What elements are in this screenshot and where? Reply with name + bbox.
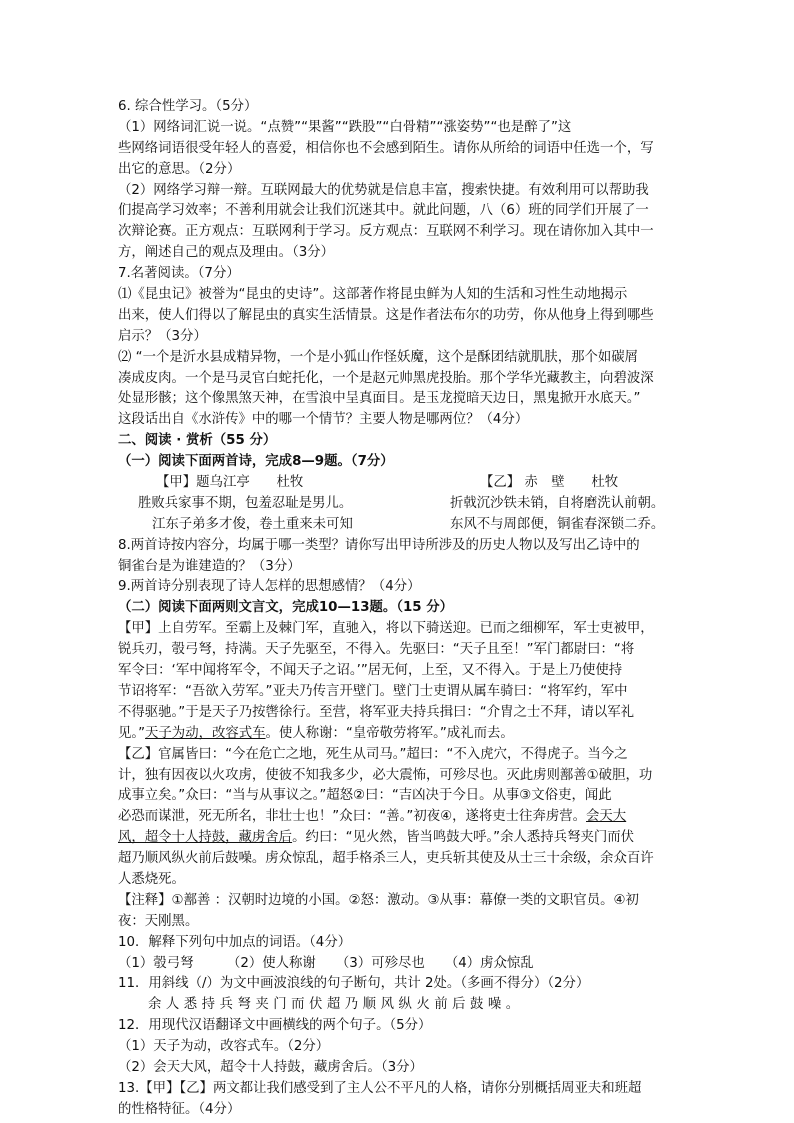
passage-a-line6-start: 见。”: [118, 725, 146, 741]
question-10: 10．解释下列句中加点的词语。（4分）: [118, 934, 352, 950]
q6-part1-line2: 些网络词语很受年轻人的喜爱，相信你也不会感到陌生。请你从所给的词语中任选一个，写: [118, 140, 654, 156]
question-9: 9.两首诗分别表现了诗人怎样的思想感情？（4分）: [118, 579, 421, 595]
subsection-2-heading: （二）阅读下面两则文言文，完成10—13题。（15 分）: [118, 600, 454, 616]
question-13-line2: 的性格特征。（4分）: [118, 1101, 241, 1117]
question-13-line1: 13.【甲】【乙】两文都让我们感受到了主人公不平凡的人格，请你分别概括周亚夫和班超: [118, 1080, 642, 1096]
passage-b-line5-end: 。约曰：“见火然，皆当鸣鼓大呼。”余人悉持兵弩夹门而伏: [292, 830, 635, 846]
q6-part1-line1: （1）网络词汇说一说。“点赞”“果酱”“跌股”“白骨精”“涨姿势”“也是醉了”这: [118, 119, 572, 135]
poem-b-line1: 折戟沉沙铁未销，自将磨洗认前朝。: [450, 495, 665, 511]
passage-b-line7: 人悉烧死。: [118, 871, 185, 887]
q7-part1-line3: 启示？（3分）: [118, 328, 207, 344]
q7-part2-line3: 处显形骸；这个像黑煞天神，在雪浪中呈真面目。是玉龙搅暗天边日，黑鬼掀开水底天。”: [118, 391, 641, 407]
passage-a-line2: 锐兵刃，彀弓弩，持满。天子先驱至，不得入。先驱曰：“天子且至！”军门都尉曰：“将: [118, 642, 635, 658]
q7-part2-line4: 这段话出自《水浒传》中的哪一个情节？主要人物是哪两位？（4分）: [118, 412, 529, 428]
passage-a-line5: 不得驱驰。”于是天子乃按辔徐行。至营，将军亚夫持兵揖曰：“介胄之士不拜，请以军礼: [118, 704, 635, 720]
underlined-sentence-1: 天子为动，改容式车: [145, 725, 266, 741]
passage-a-line6-end: 。使人称谢：“皇帝敬劳将军。”成礼而去。: [265, 725, 514, 741]
passage-a-line3: 军令曰：‘军中闻将军令，不闻天子之诏。’”居无何，上至，又不得入。于是上乃使使持: [118, 663, 623, 679]
q6-part2-line2: 们提高学习效率；不善利用就会让我们沉迷其中。就此问题，八（6）班的同学们开展了一: [118, 203, 649, 219]
passage-b-line5: [118, 828, 678, 849]
question-8-line1: 8.两首诗按内容分，均属于哪一类型？请你写出甲诗所涉及的历史人物以及写出乙诗中的: [118, 537, 640, 553]
q7-part2-line1: ⑵ “一个是沂水县成精异物，一个是小狐山作怪妖魔，这个是酥团结就肌肤，那个如碳屑: [118, 349, 639, 365]
question-12-item2: （2）会天大风，超令十人持鼓，藏虏舍后。（3分）: [118, 1059, 423, 1075]
question-12: 12．用现代汉语翻译文中画横线的两个句子。（5分）: [118, 1018, 432, 1034]
underlined-sentence-2-part1: 会天大: [586, 809, 627, 825]
passage-a-line6: [118, 724, 678, 745]
q6-part2-line4: 方，阐述自己的观点及理由。（3分）: [118, 245, 335, 261]
annotation-line2: 夜：天刚黑。: [118, 913, 199, 929]
q7-part1-line2: 出来，使人们得以了解昆虫的真实生活情景。这是作者法布尔的功劳，你从他身上得到哪些: [118, 307, 654, 323]
passage-b-line3: 成事立矣。”众曰：“当与从事议之。”超怒②曰：“吉凶决于今日。从事③文俗吏，闻此: [118, 788, 612, 804]
q6-part2-line3: 次辩论赛。正方观点：互联网利于学习。反方观点：互联网不利学习。现在请你加入其中一: [118, 224, 654, 240]
passage-a-line1: 【甲】上自劳军。至霸上及棘门军，直驰入，将以下骑送迎。已而之细柳军，军士吏被甲，: [118, 621, 654, 637]
poem-a-title: 【甲】题乌江亭 杜牧: [156, 475, 304, 491]
question-8-line2: 铜雀台是为谁建造的？（3分）: [118, 558, 301, 574]
passage-b-line4: [118, 807, 678, 828]
poem-a-line1: 胜败兵家事不期，包羞忍耻是男儿。: [138, 495, 353, 511]
poem-b-line2: 东风不与周郎便，铜雀春深锁二乔。: [450, 516, 665, 532]
subsection-1-heading: （一）阅读下面两首诗，完成8—9题。（7分）: [118, 454, 394, 470]
poem-titles-row: [118, 473, 678, 494]
poem-row-2: [118, 515, 678, 536]
passage-b-line2: 计，独有因夜以火攻虏，使彼不知我多少，必大震怖，可殄尽也。灭此虏则鄯善①破胆，功: [118, 767, 653, 783]
annotation-line1: 【注释】①鄯善 ：汉朝时边境的小国。②怒：激动。③从事：幕僚一类的文职官员。④初: [118, 892, 639, 908]
passage-b-line1: 【乙】官属皆曰：“今在危亡之地，死生从司马。”超曰：“不入虎穴，不得虎子。当今之: [118, 746, 628, 762]
q7-part2-line2: 凑成皮肉。一个是马灵官白蛇托化，一个是赵元帅黑虎投胎。那个学华光藏教主，向碧波深: [118, 370, 654, 386]
q6-part1-line3: 出它的意思。（2分）: [118, 161, 241, 177]
q7-part1-line1: ⑴《昆虫记》被誉为“昆虫的史诗”。这部著作将昆虫鲜为人知的生活和习性生动地揭示: [118, 287, 628, 303]
question-10-items: （1）彀弓弩 （2）使人称谢 （3）可殄尽也 （4）虏众惊乱: [118, 955, 534, 971]
poem-b-title: 【乙】 赤 壁 杜牧: [480, 475, 619, 491]
exam-content: [118, 97, 678, 1121]
question-11-sentence: 余人悉持兵弩夹门而伏超乃顺风纵火前后鼓噪。: [148, 997, 524, 1013]
passage-b-line6: 超乃顺风纵火前后鼓噪。虏众惊乱，超手格杀三人，吏兵斩其使及从士三十余级，余众百许: [118, 851, 654, 867]
underlined-sentence-2-part2: 风，超令十人持鼓，藏虏舍后: [118, 830, 293, 846]
q6-part2-line1: （2）网络学习辩一辩。互联网最大的优势就是信息丰富，搜索快捷。有效利用可以帮助我: [118, 182, 649, 198]
question-6-title: 6. 综合性学习。（5分）: [118, 99, 258, 114]
passage-a-line4: 节诏将军：“吾欲入劳军。”亚夫乃传言开壁门。壁门士吏谓从属车骑曰：“将军约，军中: [118, 683, 628, 699]
question-7-title: 7.名著阅读。（7分）: [118, 266, 240, 282]
question-11: 11．用斜线（/）为文中画波浪线的句子断句，共计 2处。（多画不得分）（2分）: [118, 976, 590, 992]
passage-b-line4-start: 必恐而谋泄，死无所名，非壮士也！”众曰：“善。”初夜④，遂将吏士往奔虏营。: [118, 809, 587, 825]
question-12-item1: （1）天子为动，改容式车。（2分）: [118, 1039, 330, 1055]
poem-row-1: [118, 494, 678, 515]
poem-a-line2: 江东子弟多才俊，卷土重来未可知: [152, 516, 353, 532]
section-2-heading: 二、阅读 · 赏析（55 分）: [118, 433, 277, 449]
